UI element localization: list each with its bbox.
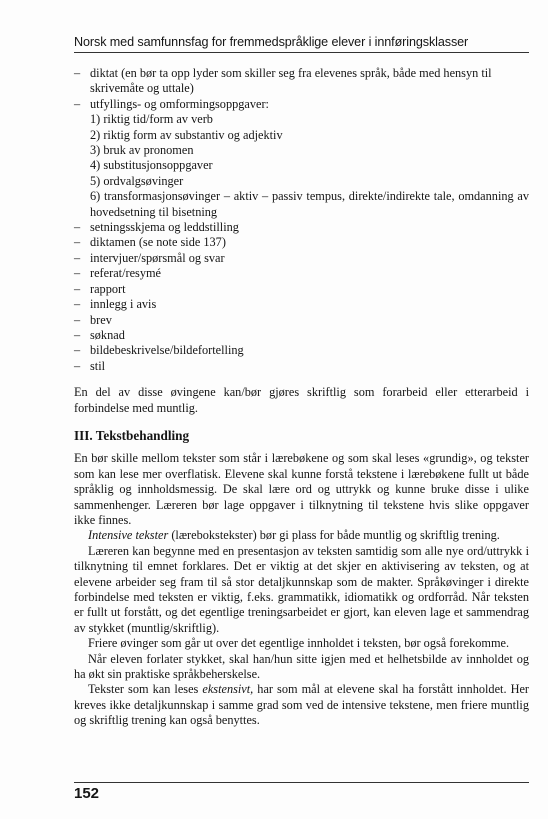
paragraph: Læreren kan begynne med en presentasjon av teksten samtidig som alle nye ord/uttrykk i tilknytning til emnet forklares. Det er viktig at det skjer en aktivisering av teksten, og at elevene arbeider seg fram til så stor detaljkunnskap som de makter. Språkøvinger i direkte forbindelse med teksten er viktig, f.eks. grammatikk, idiomatikk og ordforråd. Når teksten er fullt ut forstått, og det egentlige treningsarbeidet er gjort, kan eleven lage et sammendrag av stykket (muntlig/skriftlig).	[74, 543, 529, 635]
numbered-item: 2) riktig form av substantiv og adjektiv	[90, 127, 283, 142]
list-dash: –	[74, 220, 81, 235]
numbered-item: 3) bruk av pronomen	[90, 143, 194, 158]
list-item: – stil	[74, 358, 106, 373]
list-dash: –	[74, 343, 81, 358]
list-item: – intervjuer/spørsmål og svar	[74, 250, 225, 265]
list-dash: –	[74, 235, 81, 250]
numbered-item: 6) transformasjonsøvinger – aktiv – passiv tempus, direkte/indirekte tale, omdanning av hovedsetning til bisetning	[90, 189, 529, 219]
list-dash: –	[74, 266, 81, 281]
paragraph: Intensive tekster (lærebokstekster) bør gi plass for både muntlig og skriftlig trening.	[88, 528, 500, 543]
list-item: – setningsskjema og leddstilling	[74, 220, 239, 235]
list-item: – referat/resymé	[74, 266, 162, 281]
spacer	[74, 416, 529, 428]
list-dash: –	[74, 66, 81, 80]
section-heading: III. Tekstbehandling	[74, 427, 190, 443]
list-item: – utfyllings- og omformingsoppgaver:	[74, 96, 269, 111]
page-number: 152	[74, 785, 100, 802]
numbered-item: 5) ordvalgsøvinger	[90, 173, 184, 188]
numbered-item: 1) riktig tid/form av verb	[90, 112, 213, 127]
italic-term: Intensive tekster	[88, 528, 169, 543]
list-item: – diktat (en bør ta opp lyder som skiller seg fra elevenes språk, både med hensyn til skrivemåte og uttale)	[74, 66, 492, 96]
list-item: – rapport	[74, 281, 126, 296]
list-item: – søknad	[74, 327, 125, 342]
list-dash: –	[74, 358, 81, 373]
list-item: – diktamen (se note side 137)	[74, 235, 226, 250]
page-body	[74, 66, 529, 729]
header-rule	[74, 52, 529, 53]
list-dash: –	[74, 312, 81, 327]
list-dash: –	[74, 96, 81, 111]
footer-rule	[74, 782, 529, 783]
list-dash: –	[74, 327, 81, 342]
spacer	[74, 443, 529, 451]
paragraph: En bør skille mellom tekster som står i lærebøkene og som skal leses «grundig», og tekster som kan lese mer overflatisk. Elevene skal kunne forstå tekstene i lærebøkene fullt ut både språklig og innholdsmessig. De skal lære ord og uttrykk og kunne bruke disse i ulike sammenhenger. Læreren bør lage oppgaver i tilknytning til tekstene hvis slike oppgaver ikke finnes.	[74, 451, 529, 527]
list-dash: –	[74, 250, 81, 265]
list-item: – bildebeskrivelse/bildefortelling	[74, 343, 244, 358]
list-dash: –	[74, 297, 81, 312]
list-item: – innlegg i avis	[74, 297, 157, 312]
spacer	[74, 374, 529, 385]
numbered-item: 4) substitusjonsoppgaver	[90, 158, 213, 173]
paragraph: Friere øvinger som går ut over det egentlige innholdet i teksten, bør også forekomme.	[88, 636, 510, 651]
italic-term: ekstensivt,	[202, 682, 254, 697]
list-dash: –	[74, 281, 81, 296]
paragraph: En del av disse øvingene kan/bør gjøres skriftlig som forarbeid eller etterarbeid i forbindelse med muntlig.	[74, 385, 529, 415]
running-header: Norsk med samfunnsfag for fremmedspråklige elever i innføringsklasser	[74, 35, 469, 49]
paragraph: Tekster som kan leses ekstensivt, har som mål at elevene skal ha forstått innholdet. Her kreves ikke detaljkunnskap i samme grad som ved de intensive tekstene, men friere muntlig og skriftlig trening kan også benyttes.	[74, 682, 529, 728]
paragraph: Når eleven forlater stykket, skal han/hun sitte igjen med et helhetsbilde av innholdet og ha økt sin praktiske språkbeherskelse.	[74, 651, 529, 682]
list-item: – brev	[74, 312, 112, 327]
